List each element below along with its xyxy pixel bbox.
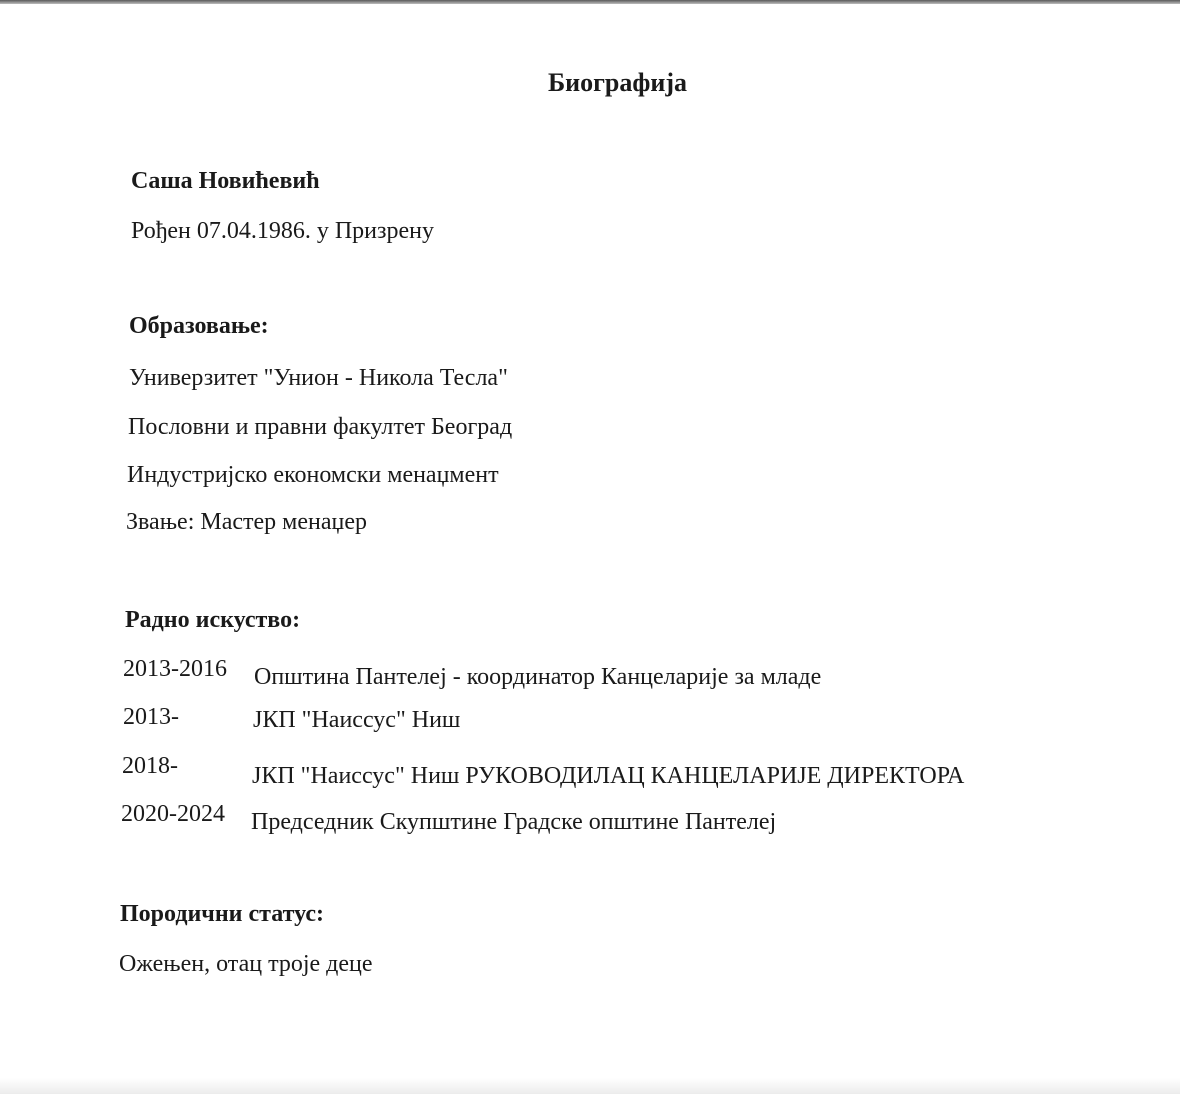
education-heading: Образовање: <box>129 313 269 339</box>
page-top-edge <box>0 0 1180 4</box>
family-status: Ожењен, отац троје деце <box>119 951 373 977</box>
person-name: Саша Новићевић <box>131 168 320 194</box>
family-heading: Породични статус: <box>120 901 324 927</box>
education-line: Звање: Мастер менаџер <box>126 509 367 535</box>
education-line: Индустријско економски менаџмент <box>127 462 499 488</box>
birth-info: Рођен 07.04.1986. у Призрену <box>131 218 434 244</box>
experience-years: 2013- <box>123 704 179 730</box>
document-title: Биографија <box>547 68 688 97</box>
education-line: Пословни и правни факултет Београд <box>128 414 513 440</box>
experience-heading: Радно искуство: <box>125 607 301 633</box>
experience-years: 2018- <box>122 753 178 779</box>
experience-years: 2013-2016 <box>123 656 227 682</box>
experience-description: Председник Скупштине Градске општине Пантелеј <box>251 809 777 835</box>
experience-description: Општина Пантелеј - координатор Канцеларије за младе <box>254 664 822 690</box>
page-bottom-edge <box>0 1078 1180 1094</box>
experience-years: 2020-2024 <box>121 801 225 827</box>
experience-description: ЈКП "Наиссус" Ниш РУКОВОДИЛАЦ КАНЦЕЛАРИЈЕ ДИРЕКТОРА <box>252 763 965 789</box>
experience-description: ЈКП "Наиссус" Ниш <box>253 707 461 733</box>
education-line: Универзитет "Унион - Никола Тесла" <box>129 365 508 391</box>
